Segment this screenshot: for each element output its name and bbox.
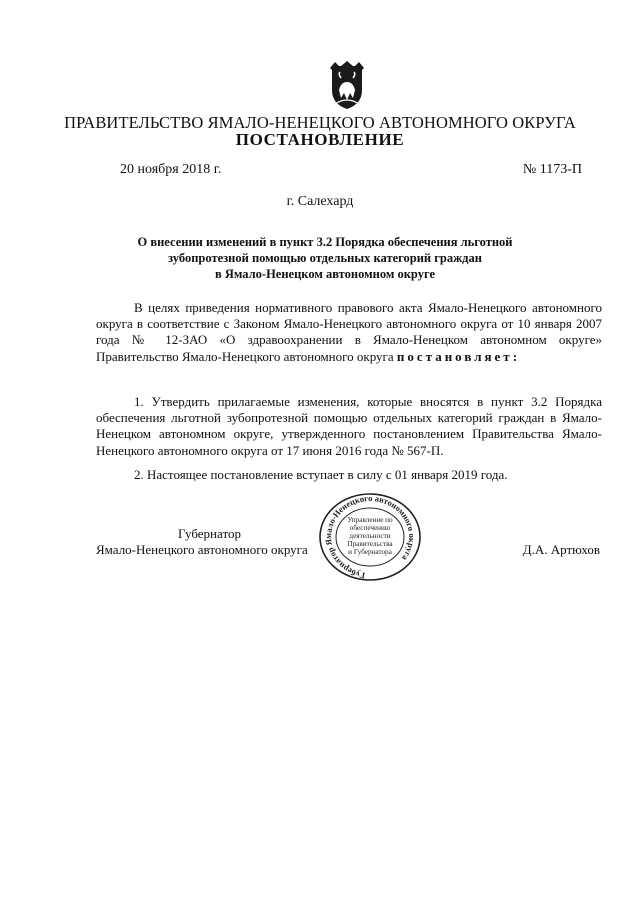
stamp-line-4: Правительства [347, 540, 393, 548]
coat-of-arms-emblem [326, 60, 368, 110]
document-date: 20 ноября 2018 г. [120, 162, 222, 177]
resolves-word: постановляет: [396, 348, 521, 364]
stamp-ring-text: Губернатор Ямало-Ненецкого автономного округа [322, 492, 418, 581]
document-number: № 1173-П [522, 162, 582, 177]
subject-line-3: в Ямало-Ненецком автономном округе [214, 267, 436, 281]
preamble-text: В целях приведения нормативного правового акта Ямало-Ненецкого автономного округа в соответствие с Законом Ямало-Ненецкого автономного округа от 10 января 2007 года № 12-ЗАО «О здравоохранении в Ямало-Ненецком автономном округе» Правительство Ямало-Ненецкого автономного округа [96, 300, 602, 364]
official-stamp [318, 492, 422, 582]
preamble-paragraph [96, 300, 602, 365]
stamp-line-2: обеспечению [349, 524, 391, 532]
stamp-line-5: и Губернатора [348, 548, 392, 556]
stamp-line-1: Управление по [347, 516, 393, 524]
document-type-title: ПОСТАНОВЛЕНИЕ [235, 130, 405, 149]
document-subject [110, 234, 540, 282]
item-2-paragraph: 2. Настоящее постановление вступает в силу с 01 января 2019 года. [134, 467, 508, 482]
stamp-line-3: деятельности [349, 532, 391, 540]
item-1-paragraph: 1. Утвердить прилагаемые изменения, которые вносятся в пункт 3.2 Порядка обеспечения льготной зубопротезной помощью отдельных категорий граждан в Ямало-Ненецком автономном округе, утвержденного постановлением Правительства Ямало-Ненецкого автономного округа от 17 июня 2016 года № 567-П. [96, 394, 602, 458]
document-city: г. Салехард [286, 194, 354, 209]
signature-organization: Ямало-Ненецкого автономного округа [96, 542, 308, 557]
subject-line-2: зубопротезной помощью отдельных категорий граждан [168, 251, 482, 265]
signature-title: Губернатор [178, 526, 241, 541]
signatory-name: Д.А. Артюхов [522, 542, 600, 557]
organization-title: ПРАВИТЕЛЬСТВО ЯМАЛО-НЕНЕЦКОГО АВТОНОМНОГО ОКРУГА [64, 113, 576, 132]
subject-line-1: О внесении изменений в пункт 3.2 Порядка обеспечения льготной [137, 235, 513, 249]
